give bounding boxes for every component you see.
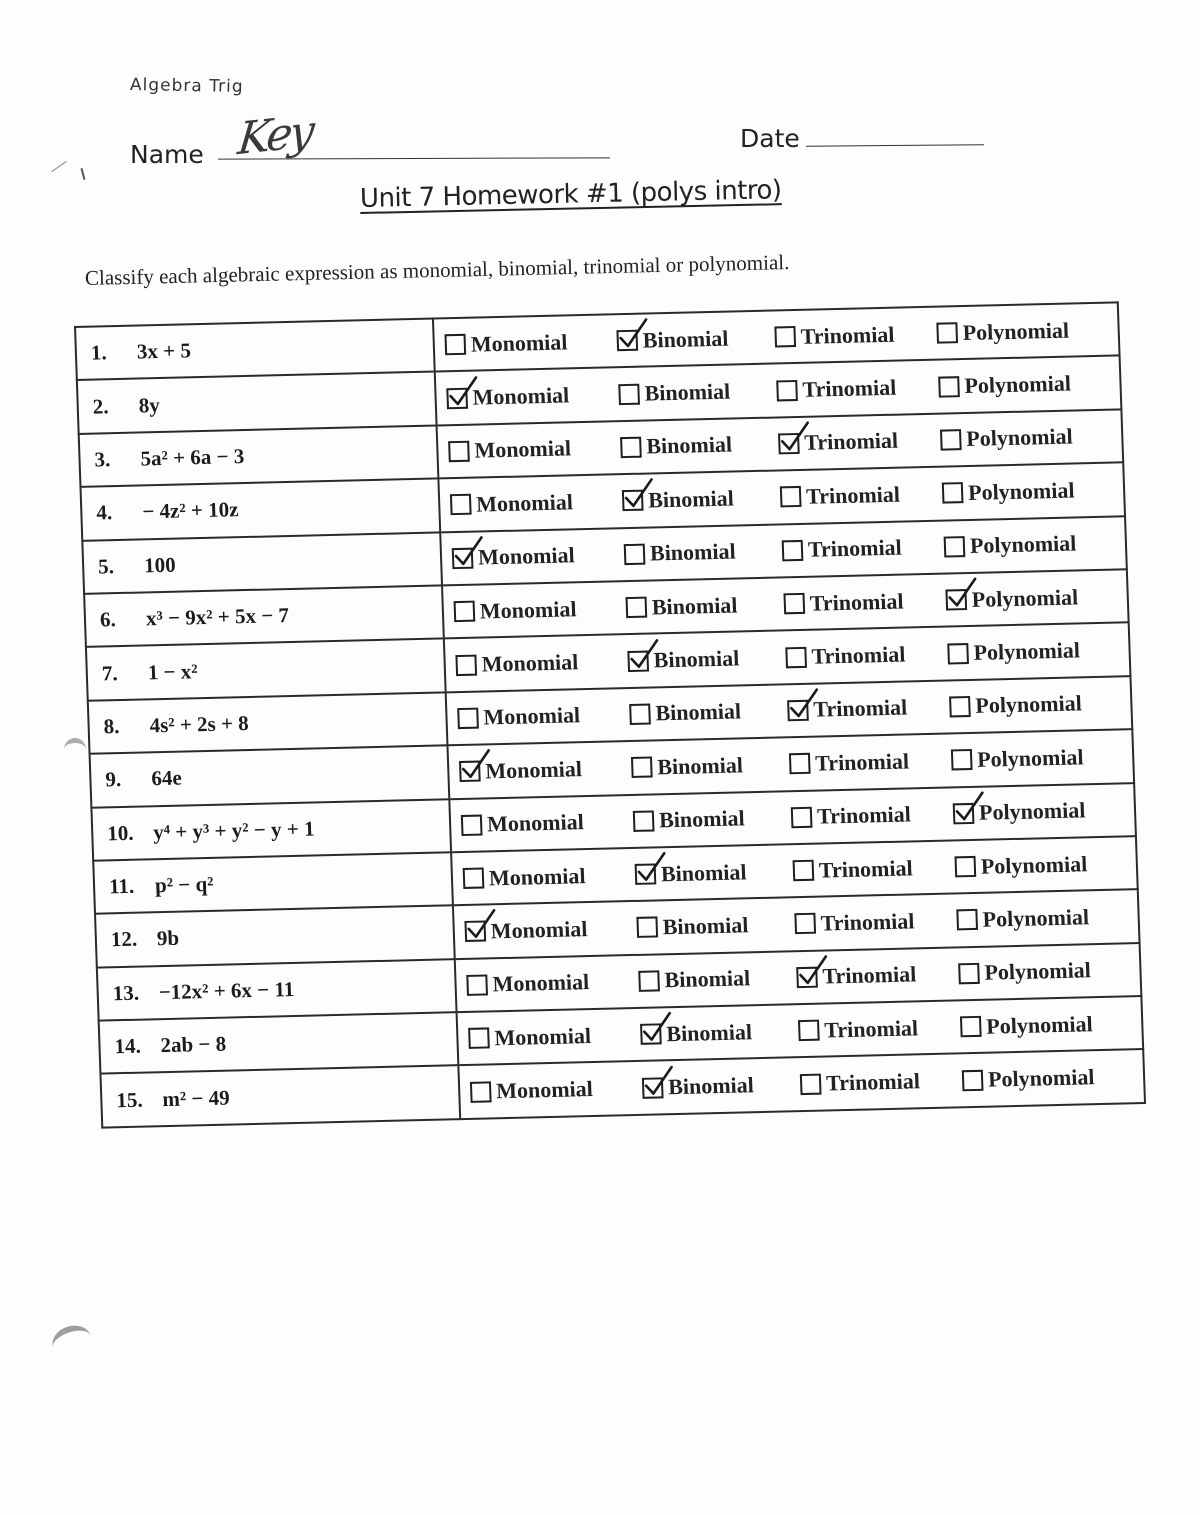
checkbox[interactable] xyxy=(459,761,481,782)
problem-number: 5. xyxy=(97,553,115,579)
checkbox[interactable] xyxy=(620,437,642,458)
problem-number: 1. xyxy=(90,340,108,365)
expression-cell xyxy=(79,425,439,487)
option-group xyxy=(445,636,1129,678)
option-trinomial[interactable] xyxy=(785,641,948,671)
stray-mark xyxy=(80,168,85,180)
option-group xyxy=(458,1010,1142,1052)
checkmark-icon xyxy=(464,909,499,944)
option-group xyxy=(438,423,1122,465)
problem-number: 12. xyxy=(110,927,138,952)
option-group xyxy=(456,956,1140,998)
option-label: Monomial xyxy=(495,1076,594,1104)
checkmark-icon xyxy=(634,851,669,886)
option-binomial[interactable] xyxy=(616,324,775,354)
option-label: Polynomial xyxy=(978,797,1086,826)
checkmark-icon xyxy=(778,421,813,456)
option-group xyxy=(447,690,1131,732)
option-label: Binomial xyxy=(664,965,751,993)
checkbox[interactable] xyxy=(796,967,818,988)
checkbox[interactable] xyxy=(951,749,973,770)
option-polynomial[interactable] xyxy=(942,476,1113,506)
expression: x³ − 9x² + 5x − 7 xyxy=(145,603,290,631)
checkbox[interactable] xyxy=(463,868,485,889)
option-polynomial[interactable] xyxy=(945,583,1116,613)
checkbox[interactable] xyxy=(958,963,980,984)
problem-number: 8. xyxy=(103,713,120,739)
option-trinomial[interactable] xyxy=(796,961,959,991)
option-monomial[interactable] xyxy=(453,595,626,625)
checkbox[interactable] xyxy=(947,643,969,664)
option-label: Binomial xyxy=(665,1018,753,1046)
checkbox[interactable] xyxy=(633,810,655,831)
option-binomial[interactable] xyxy=(631,751,790,781)
expression-cell xyxy=(75,319,435,381)
option-label: Polynomial xyxy=(969,530,1077,559)
name-value: Key xyxy=(235,105,315,166)
option-polynomial[interactable] xyxy=(944,530,1115,560)
option-label: Binomial xyxy=(642,325,729,353)
expression-cell xyxy=(88,692,448,754)
checkmark-icon xyxy=(459,749,494,784)
checkbox[interactable] xyxy=(616,330,638,351)
option-label: Polynomial xyxy=(971,584,1079,612)
option-monomial[interactable] xyxy=(446,381,619,411)
option-label: Monomial xyxy=(484,755,583,784)
option-label: Trinomial xyxy=(823,1015,919,1043)
checkbox[interactable] xyxy=(953,803,975,824)
expression-cell xyxy=(99,1012,459,1074)
option-polynomial[interactable] xyxy=(962,1063,1133,1093)
expression: m² − 49 xyxy=(161,1085,230,1111)
checkbox[interactable] xyxy=(791,806,813,827)
option-binomial[interactable] xyxy=(638,965,797,995)
problem-number: 4. xyxy=(95,500,113,525)
option-label: Trinomial xyxy=(813,694,908,723)
checkmark-icon xyxy=(446,375,481,410)
option-polynomial[interactable] xyxy=(953,797,1124,827)
checkbox[interactable] xyxy=(787,700,809,721)
option-binomial[interactable] xyxy=(642,1071,801,1101)
checkbox[interactable] xyxy=(627,650,649,671)
option-trinomial[interactable] xyxy=(783,587,946,617)
option-monomial[interactable] xyxy=(448,435,621,465)
checkbox[interactable] xyxy=(468,1028,490,1049)
problem-number: 13. xyxy=(112,980,140,1006)
option-label: Trinomial xyxy=(811,641,906,669)
option-polynomial[interactable] xyxy=(954,850,1125,880)
option-label: Trinomial xyxy=(800,321,895,349)
option-binomial[interactable] xyxy=(635,858,794,888)
option-label: Binomial xyxy=(644,378,731,406)
checkbox[interactable] xyxy=(780,486,802,507)
option-label: Polynomial xyxy=(984,957,1092,986)
option-label: Monomial xyxy=(481,649,579,677)
expression-cell xyxy=(77,372,437,434)
checkbox[interactable] xyxy=(956,909,978,930)
option-trinomial[interactable] xyxy=(798,1014,961,1044)
expression-cell xyxy=(80,479,440,541)
option-binomial[interactable] xyxy=(640,1018,799,1048)
checkbox[interactable] xyxy=(642,1077,664,1098)
expression-cell xyxy=(84,585,444,647)
option-label: Trinomial xyxy=(805,481,901,509)
expression: − 4z² + 10z xyxy=(141,497,239,524)
checkbox[interactable] xyxy=(793,860,815,881)
option-binomial[interactable] xyxy=(636,911,795,941)
checkmark-icon xyxy=(796,954,831,989)
option-polynomial[interactable] xyxy=(949,690,1120,720)
expression: 5a² + 6a − 3 xyxy=(140,444,245,471)
option-label: Binomial xyxy=(651,592,738,620)
option-label: Trinomial xyxy=(803,428,899,456)
option-polynomial[interactable] xyxy=(947,637,1118,667)
option-label: Monomial xyxy=(488,862,586,890)
option-trinomial[interactable] xyxy=(782,534,945,564)
option-group xyxy=(434,316,1118,358)
option-monomial[interactable] xyxy=(444,328,617,358)
option-trinomial[interactable] xyxy=(774,320,937,350)
checkbox[interactable] xyxy=(452,547,474,568)
problem-number: 7. xyxy=(101,660,118,685)
checkbox[interactable] xyxy=(618,383,640,404)
checkbox[interactable] xyxy=(783,593,805,614)
option-group xyxy=(436,369,1120,411)
option-label: Binomial xyxy=(658,805,746,833)
option-polynomial[interactable] xyxy=(940,423,1111,453)
checkbox[interactable] xyxy=(640,1024,662,1045)
expression: 1 − x² xyxy=(147,658,198,684)
expression: −12x² + 6x − 11 xyxy=(158,976,295,1005)
expression: 9b xyxy=(156,926,180,951)
expression: 4s² + 2s + 8 xyxy=(149,710,250,738)
option-label: Binomial xyxy=(649,538,737,566)
expression-cell xyxy=(90,745,450,807)
instructions: Classify each algebraic expression as monomial, binomial, trinomial or polynomial. xyxy=(84,250,790,290)
option-polynomial[interactable] xyxy=(956,903,1127,933)
checkmark-icon xyxy=(787,687,822,722)
checkmark-icon xyxy=(627,638,662,673)
option-label: Monomial xyxy=(490,916,588,944)
option-trinomial[interactable] xyxy=(792,854,955,884)
checkbox[interactable] xyxy=(936,322,958,343)
option-label: Monomial xyxy=(492,969,590,997)
checkbox[interactable] xyxy=(800,1073,822,1094)
checkbox[interactable] xyxy=(455,654,477,675)
checkbox[interactable] xyxy=(776,380,798,401)
checkbox[interactable] xyxy=(942,482,964,503)
option-monomial[interactable] xyxy=(457,701,630,731)
option-label: Polynomial xyxy=(973,637,1081,665)
option-label: Binomial xyxy=(655,698,742,726)
option-group xyxy=(442,530,1126,572)
expression-cell xyxy=(95,906,455,968)
option-polynomial[interactable] xyxy=(958,957,1129,987)
checkmark-icon xyxy=(621,478,656,513)
scan-smudge xyxy=(48,1321,96,1364)
checkbox[interactable] xyxy=(470,1081,492,1102)
option-label: Monomial xyxy=(475,489,574,517)
option-binomial[interactable] xyxy=(625,591,784,621)
expression-cell xyxy=(91,799,451,861)
problem-number: 6. xyxy=(99,607,117,632)
checkbox[interactable] xyxy=(782,540,804,561)
option-label: Trinomial xyxy=(825,1068,921,1096)
option-label: Binomial xyxy=(667,1072,755,1100)
option-polynomial[interactable] xyxy=(936,316,1107,346)
option-label: Polynomial xyxy=(976,744,1084,772)
checkbox[interactable] xyxy=(962,1069,984,1090)
option-label: Trinomial xyxy=(820,908,915,936)
checkbox[interactable] xyxy=(626,597,648,618)
checkbox[interactable] xyxy=(635,864,657,885)
checkmark-icon xyxy=(451,535,486,570)
checkbox[interactable] xyxy=(454,601,476,622)
option-trinomial[interactable] xyxy=(776,374,939,404)
option-trinomial[interactable] xyxy=(791,801,954,831)
expression: 64e xyxy=(151,765,183,791)
option-label: Binomial xyxy=(662,912,749,940)
option-label: Trinomial xyxy=(822,961,917,989)
checkmark-icon xyxy=(641,1065,676,1100)
date-field[interactable] xyxy=(806,144,984,147)
checkbox[interactable] xyxy=(789,753,811,774)
checkbox[interactable] xyxy=(955,856,977,877)
option-monomial[interactable] xyxy=(466,968,639,998)
expression: 100 xyxy=(143,552,177,578)
expression-cell xyxy=(86,639,446,701)
option-label: Binomial xyxy=(647,485,735,513)
option-label: Trinomial xyxy=(809,588,904,616)
checkbox[interactable] xyxy=(794,913,816,934)
option-group xyxy=(451,796,1135,838)
option-group xyxy=(443,583,1127,625)
checkmark-icon xyxy=(616,318,651,353)
checkbox[interactable] xyxy=(624,543,646,564)
option-group xyxy=(440,476,1124,518)
scan-smudge xyxy=(64,738,86,761)
checkmark-icon xyxy=(945,577,980,612)
option-monomial[interactable] xyxy=(461,808,634,838)
option-trinomial[interactable] xyxy=(789,747,952,777)
option-label: Trinomial xyxy=(814,748,910,776)
checkbox[interactable] xyxy=(464,921,486,942)
problem-number: 2. xyxy=(92,393,109,419)
option-monomial[interactable] xyxy=(470,1075,643,1105)
checkbox[interactable] xyxy=(622,490,644,511)
checkbox[interactable] xyxy=(945,589,967,610)
checkbox[interactable] xyxy=(636,917,658,938)
checkbox[interactable] xyxy=(638,970,660,991)
option-label: Binomial xyxy=(653,645,740,673)
option-label: Polynomial xyxy=(987,1064,1095,1092)
expression: p² − q² xyxy=(154,871,214,898)
expression-cell xyxy=(100,1066,460,1128)
option-trinomial[interactable] xyxy=(787,694,950,724)
problem-number: 14. xyxy=(114,1033,142,1059)
date-label: Date xyxy=(740,124,800,153)
option-trinomial[interactable] xyxy=(778,427,941,457)
problem-number: 15. xyxy=(115,1087,144,1112)
expression-cell xyxy=(82,532,442,594)
option-group xyxy=(454,903,1138,945)
worksheet-title: Unit 7 Homework #1 (polys intro) xyxy=(359,175,782,214)
option-label: Binomial xyxy=(656,752,744,780)
course-label: Algebra Trig xyxy=(129,75,244,97)
option-polynomial[interactable] xyxy=(938,370,1109,400)
expression-cell xyxy=(93,852,453,914)
option-binomial[interactable] xyxy=(627,644,786,674)
problem-number: 11. xyxy=(108,873,135,899)
option-label: Monomial xyxy=(494,1022,592,1051)
option-trinomial[interactable] xyxy=(780,480,943,510)
option-label: Trinomial xyxy=(816,801,912,829)
checkbox[interactable] xyxy=(631,757,653,778)
option-label: Polynomial xyxy=(964,370,1072,399)
option-label: Polynomial xyxy=(967,477,1075,505)
problem-number: 9. xyxy=(105,767,122,792)
classification-table xyxy=(74,301,1146,1128)
option-group xyxy=(460,1063,1144,1105)
option-label: Polynomial xyxy=(980,850,1088,879)
stray-mark xyxy=(51,161,66,172)
checkbox[interactable] xyxy=(785,646,807,667)
checkbox[interactable] xyxy=(629,703,651,724)
option-label: Binomial xyxy=(645,432,733,460)
option-label: Polynomial xyxy=(974,690,1083,719)
option-binomial[interactable] xyxy=(622,484,781,514)
option-trinomial[interactable] xyxy=(794,907,957,937)
option-label: Polynomial xyxy=(982,904,1090,932)
option-monomial[interactable] xyxy=(455,648,628,678)
option-label: Monomial xyxy=(472,382,570,410)
checkbox[interactable] xyxy=(774,326,796,347)
checkbox[interactable] xyxy=(960,1016,982,1037)
checkbox[interactable] xyxy=(461,814,483,835)
option-monomial[interactable] xyxy=(452,541,625,571)
option-monomial[interactable] xyxy=(468,1022,641,1052)
checkbox[interactable] xyxy=(444,334,466,355)
option-label: Polynomial xyxy=(985,1010,1094,1039)
option-label: Polynomial xyxy=(962,317,1070,345)
option-monomial[interactable] xyxy=(459,755,632,785)
option-label: Monomial xyxy=(477,542,576,570)
option-label: Monomial xyxy=(474,435,572,464)
checkbox[interactable] xyxy=(944,536,966,557)
option-binomial[interactable] xyxy=(633,804,792,834)
option-binomial[interactable] xyxy=(624,538,783,568)
checkbox[interactable] xyxy=(450,494,472,515)
option-label: Trinomial xyxy=(807,534,903,563)
checkbox[interactable] xyxy=(949,696,971,717)
option-label: Trinomial xyxy=(818,854,914,883)
option-binomial[interactable] xyxy=(629,698,788,728)
checkbox[interactable] xyxy=(457,708,479,729)
option-group xyxy=(453,850,1137,892)
option-trinomial[interactable] xyxy=(800,1067,963,1097)
checkbox[interactable] xyxy=(466,974,488,995)
checkmark-icon xyxy=(952,790,987,825)
option-group xyxy=(449,743,1133,785)
checkbox[interactable] xyxy=(448,441,470,462)
problem-number: 3. xyxy=(94,447,111,472)
option-label: Polynomial xyxy=(965,423,1074,452)
expression-cell xyxy=(97,959,457,1021)
problem-number: 10. xyxy=(106,820,134,846)
option-monomial[interactable] xyxy=(464,915,637,945)
option-label: Monomial xyxy=(479,595,577,624)
option-label: Monomial xyxy=(486,809,585,837)
checkbox[interactable] xyxy=(778,433,800,454)
option-binomial[interactable] xyxy=(620,431,779,461)
option-polynomial[interactable] xyxy=(960,1010,1131,1040)
expression: 2ab − 8 xyxy=(160,1031,227,1058)
option-polynomial[interactable] xyxy=(951,743,1122,773)
option-label: Monomial xyxy=(483,702,581,730)
checkmark-icon xyxy=(640,1011,675,1046)
checkbox[interactable] xyxy=(940,429,962,450)
option-label: Trinomial xyxy=(802,374,897,402)
name-label: Name xyxy=(130,140,204,169)
expression: y⁴ + y³ + y² − y + 1 xyxy=(152,816,315,844)
checkbox[interactable] xyxy=(446,387,468,408)
option-binomial[interactable] xyxy=(618,378,777,408)
option-label: Monomial xyxy=(470,329,568,357)
option-monomial[interactable] xyxy=(450,488,623,518)
checkbox[interactable] xyxy=(938,376,960,397)
expression: 8y xyxy=(138,392,161,418)
checkbox[interactable] xyxy=(798,1020,820,1041)
option-label: Binomial xyxy=(660,858,747,886)
option-monomial[interactable] xyxy=(463,862,636,892)
expression: 3x + 5 xyxy=(136,338,192,364)
